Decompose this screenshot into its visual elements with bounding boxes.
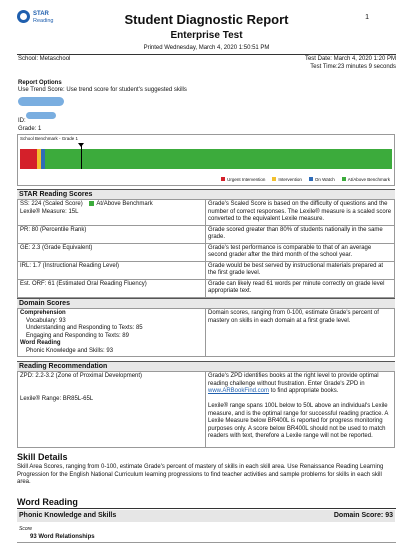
benchmark-bar [20,149,392,169]
domain-scores-header: Domain Scores [17,298,395,308]
table-row: IRL: 1.7 (Instructional Reading Level) Grade would be best served by instructional materials prepared at the first grade level. [18,261,395,279]
benchmark-status-icon [89,201,94,206]
legend-swatch-icon [221,177,225,181]
report-options-text: Use Trend Score: Use trend score for student's suggested skills [18,87,187,93]
star-scores-header: STAR Reading Scores [17,189,395,199]
legend-item [342,177,390,182]
printed-date: Printed Wednesday, March 4, 2020 1:50:51 PM [143,45,270,51]
legend-label: Intervention [278,176,302,182]
legend-label: At/Above Benchmark [347,176,390,182]
school-name: School: Metaschool [18,56,71,62]
word-reading-divider [17,508,396,509]
score-divider [17,542,396,543]
legend-swatch-icon [272,177,276,181]
report-options-title: Report Options [18,80,62,86]
redacted-student-id [26,112,56,119]
header-divider [17,54,396,55]
logo-line1: STAR [33,11,49,17]
status-badge: At/Above Benchmark [96,201,153,208]
table-row: ZPD: 2.2-3.2 (Zone of Proximal Development) Lexile® Range: BR85L-65L Grade's ZPD identifies books at the right level to provide optimal reading challenge without frustration. Enter Grade's ZPD in www.ARBookFind.com to find appropriate books. Lexile® range spans 100L below to 50L above an individual's Lexile measure, and is the optimal range for successful reading practice. A Lexile Measure below BR400L is reported for progress monitoring purposes only. A score below BR400L should not be used to match readers with text, therefore a Lexile range will not be reported. [18,372,395,448]
domain-score: Domain Score: 93 [333,512,393,519]
domain-scores-table [17,308,395,357]
skill-details-title: Skill Details [17,452,68,462]
domain-name: Phonic Knowledge and Skills [19,512,117,519]
table-row: GE: 2.3 (Grade Equivalent) Grade's test performance is comparable to that of an average second grader after the third month of the school year. [18,243,395,261]
legend-label: On Watch [314,176,335,182]
student-grade: Grade: 1 [18,126,42,132]
star-scores-table [17,199,395,298]
benchmark-title: School Benchmark - Grade 1 [20,136,79,141]
legend-item [272,177,302,182]
legend-item [221,177,265,182]
benchmark-legend [221,177,390,182]
recommendation-header: Reading Recommendation [17,361,395,371]
table-row: SS: 224 (Scaled Score) At/Above Benchmark Lexile® Measure: 15L Grade's Scaled Score is based on the difficulty of questions and the number of correct responses. The Lexile® measure is a scaled score converted to the equivalent Lexile measure. [18,200,395,226]
skill-details-text: Skill Area Scores, ranging from 0-100, estimate Grade's percent of mastery of skills in each skill area. Use Renaissance Reading Learning Progression for the English National Curriculum learning progressions to find teacher activities and sample problems for skills in each skill area. [17,464,384,485]
benchmark-segment-urgent [20,149,37,169]
arbookfind-link[interactable]: www.ARBookFind.com [208,388,270,394]
benchmark-segment-benchmark [45,149,392,169]
domain-header [17,510,395,522]
page-number: 1 [365,14,369,21]
legend-swatch-icon [342,177,346,181]
legend-swatch-icon [309,177,313,181]
table-row: Comprehension Vocabulary: 93 Understanding and Responding to Texts: 85 Engaging and Responding to Texts: 89 Word Reading Phonic Knowledge and Skills: 93 Domain scores, ranging from 0-100, estimate Grade's percent of mastery on skills in each domain at a first grade level. [18,309,395,357]
skill-score-row: 93 Word Relationships [30,534,95,540]
table-row: Est. ORF: 61 (Estimated Oral Reading Fluency) Grade can likely read 61 words per minute correctly on grade level appropriate text. [18,279,395,297]
word-reading-title: Word Reading [17,497,78,507]
student-id-label: ID: [18,118,26,124]
recommendation-table [17,371,395,448]
legend-item [309,177,335,182]
logo-line2: Reading [33,18,54,24]
report-subtitle: Enterprise Test [170,30,243,41]
benchmark-chart [17,134,395,186]
test-date: Test Date: March 4, 2020 1:20 PM [304,56,396,62]
score-column-label: Score [19,526,33,532]
legend-label: Urgent Intervention [227,176,266,182]
redacted-student-name [18,97,64,106]
test-time: Test Time:23 minutes 9 seconds [310,64,396,70]
report-title: Student Diagnostic Report [124,12,289,27]
table-row: PR: 80 (Percentile Rank) Grade scored greater than 80% of students nationally in the same grade. [18,225,395,243]
student-marker-icon [81,145,82,169]
